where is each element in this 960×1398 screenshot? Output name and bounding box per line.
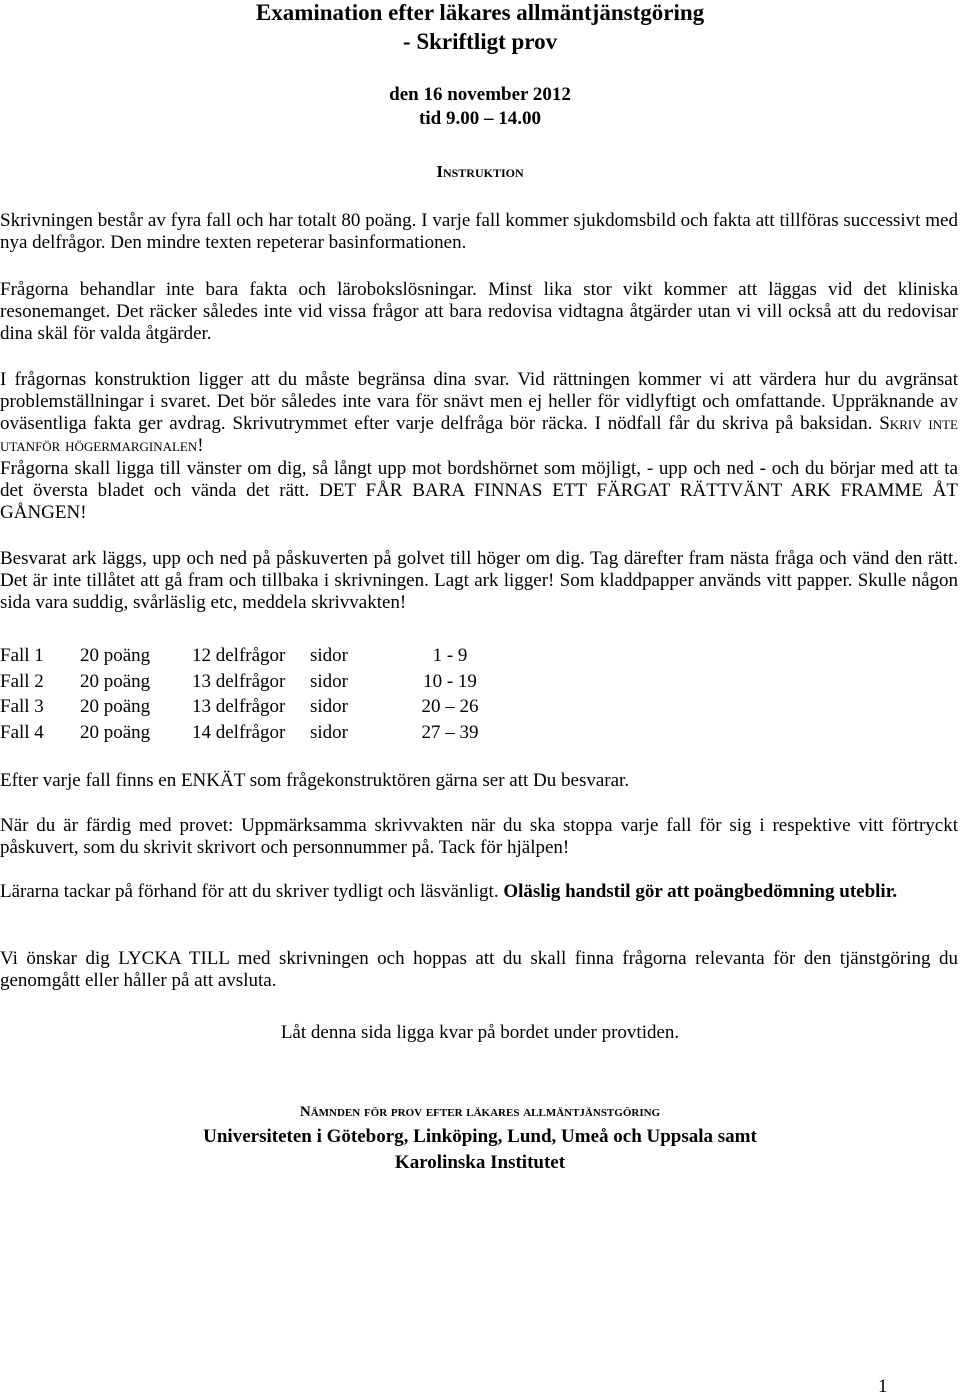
case-pages-label: sidor [310,670,348,692]
case-name: Fall 4 [0,721,44,743]
paragraph-answered-sheets: Besvarat ark läggs, upp och ned på påskuverten på golvet till höger om dig. Tag därefter fram nästa fråga och vänd den rätt. Det är inte tillåtet att gå fram och tillbaka i skrivningen. Lagt ark ligger! Som kladdpapper används vitt papper. Skulle någon sida vara suddig, svårläslig etc, meddela skrivvakten! [0,548,958,613]
paragraph-reasoning: Frågorna behandlar inte bara fakta och lärobokslösningar. Minst lika stor vikt kommer att läggas vid det kliniska resonemanget. Det räcker således inte vid vissa frågor att bara redovisa vidtagna åtgärder utan vi vill också att du redovisar dina skäl för valda åtgärder. [0,279,958,344]
case-page-range: 27 – 39 [421,721,479,743]
case-page-range: 1 - 9 [432,645,468,666]
exam-time: tid 9.00 – 14.00 [419,108,541,129]
case-name: Fall 2 [0,670,44,692]
section-heading-instruktion: Instruktion [436,162,524,181]
universities-line: Universiteten i Göteborg, Linköping, Lund, Umeå och Uppsala samt [203,1126,757,1147]
handwriting-warning: Oläslig handstil gör att poängbedömning uteblir. [503,881,898,902]
table-row [0,643,490,669]
paragraph-answer-scope [0,369,958,457]
paragraph-handwriting [0,881,958,903]
paragraph-structure: Skrivningen består av fyra fall och har totalt 80 poäng. I varje fall kommer sjukdomsbild och fakta att tillföras successivt med nya delfrågor. Den mindre texten repeterar basinformationen. [0,210,958,253]
exam-title: Examination efter läkares allmäntjänstgöring [255,0,705,25]
table-row [0,720,490,746]
case-points: 20 poäng [80,645,151,666]
case-page-range: 10 - 19 [423,670,477,692]
case-name: Fall 1 [0,645,44,666]
case-subquestions: 12 delfrågor [192,645,286,666]
table-row [0,694,490,720]
case-pages-label: sidor [310,696,348,717]
case-points: 20 poäng [80,696,151,717]
paragraph-finish: När du är färdig med provet: Uppmärksamma skrivvakten när du ska stoppa varje fall för sig i respektive vitt förtryckt påskuvert, som du skrivit skrivort och personnummer på. Tack för hjälpen! [0,815,958,858]
board-name: Nämnden för prov efter läkares allmäntjänstgöring [299,1104,661,1120]
cases-table [0,643,490,745]
table-row [0,669,490,695]
exam-subtitle: - Skriftligt prov [402,29,558,54]
case-name: Fall 3 [0,696,44,717]
case-pages-label: sidor [310,645,348,666]
paragraph-good-luck: Vi önskar dig LYCKA TILL med skrivningen och hoppas att du skall finna frågorna relevanta för den tjänstgöring du genomgått eller håller på att avsluta. [0,948,958,991]
paragraph-answer-scope-text: I frågornas konstruktion ligger att du måste begränsa dina svar. Vid rättningen kommer vi att värdera hur du avgränsat problemställningar i svaret. Det bör således inte vara för snävt men ej heller för vidlyftigt och omfattande. Uppräknande av oväsentliga fakta ger avdrag. Skrivutrymmet efter varje delfråga bör räcka. I nödfall får du skriva på baksidan. [0,369,958,434]
case-page-range: 20 – 26 [421,696,479,717]
exam-date: den 16 november 2012 [389,84,571,105]
paragraph-survey: Efter varje fall finns en ENKÄT som frågekonstruktören gärna ser att Du besvarar. [0,770,630,791]
margin-warning: Skriv inte utanför högermarginalen! [0,413,958,456]
case-points: 20 poäng [80,721,151,743]
case-subquestions: 13 delfrågor [192,670,286,692]
case-pages-label: sidor [310,721,348,743]
closing-note: Låt denna sida ligga kvar på bordet under provtiden. [280,1022,680,1043]
page-number: 1 [878,1376,888,1397]
paragraph-sheet-handling: Frågorna skall ligga till vänster om dig, så långt upp mot bordshörnet som möjligt, - upp och ned - och du börjar med att ta det översta bladet och vända det rätt. DET FÅR BARA FINNAS ETT FÄRGAT RÄTTVÄNT ARK FRAMME ÅT GÅNGEN! [0,458,958,523]
case-points: 20 poäng [80,670,151,692]
case-subquestions: 13 delfrågor [192,696,286,717]
institute-line: Karolinska Institutet [394,1152,566,1173]
paragraph-handwriting-text: Lärarna tackar på förhand för att du skriver tydligt och läsvänligt. [0,881,499,902]
case-subquestions: 14 delfrågor [192,721,286,743]
